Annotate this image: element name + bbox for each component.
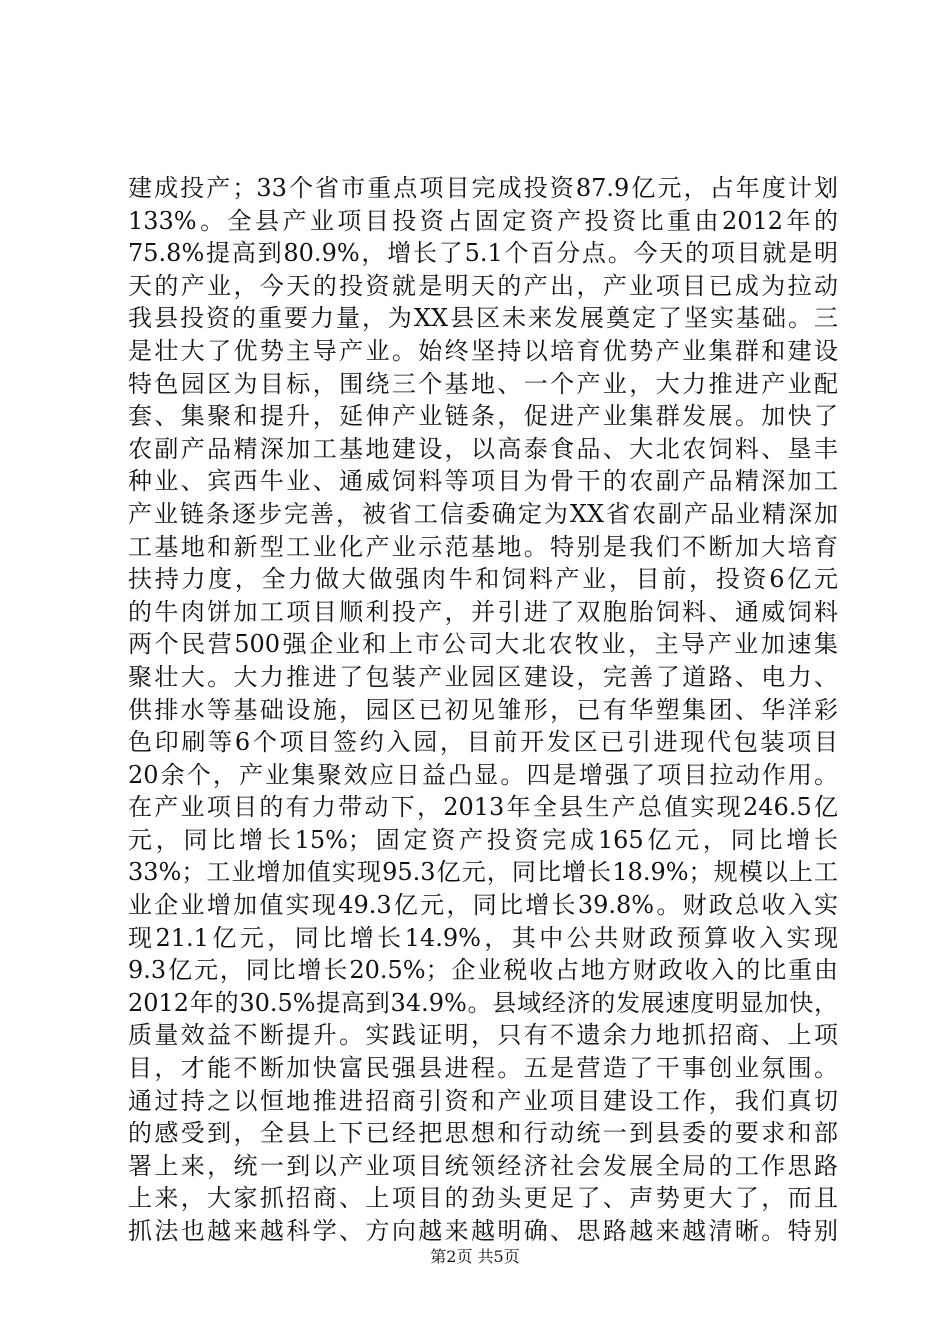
text-line: 在产业项目的有力带动下，2013年全县生产总值实现246.5亿 [128, 793, 838, 822]
text-line: 业企业增加值实现49.3亿元，同比增长39.8%。财政总收入实 [128, 891, 838, 920]
text-line: 75.8%提高到80.9%，增长了5.1个百分点。今天的项目就是明 [128, 239, 838, 268]
text-line: 元，同比增长15%；固定资产投资完成165亿元，同比增长 [128, 825, 838, 854]
text-line: 套、集聚和提升，延伸产业链条，促进产业集群发展。加快了 [128, 402, 838, 431]
text-line: 扶持力度，全力做大做强肉牛和饲料产业，目前，投资6亿元 [128, 565, 838, 594]
text-line: 署上来，统一到以产业项目统领经济社会发展全局的工作思路 [128, 1151, 838, 1180]
text-line: 我县投资的重要力量，为XX县区未来发展奠定了坚实基础。三 [128, 304, 838, 333]
text-line: 天的产业，今天的投资就是明天的产出，产业项目已成为拉动 [128, 271, 838, 300]
text-line: 建成投产；33个省市重点项目完成投资87.9亿元，占年度计划 [128, 174, 838, 202]
text-line: 色印刷等6个项目签约入园，目前开发区已引进现代包装项目 [128, 728, 838, 757]
text-line: 聚壮大。大力推进了包装产业园区建设，完善了道路、电力、 [128, 662, 838, 691]
text-line: 抓法也越来越科学、方向越来越明确、思路越来越清晰。特别 [128, 1217, 838, 1245]
body-paragraph [128, 172, 838, 1248]
text-line: 9.3亿元，同比增长20.5%；企业税收占地方财政收入的比重由 [128, 956, 838, 985]
text-line: 目，才能不断加快富民强县进程。五是营造了干事创业氛围。 [128, 1054, 838, 1083]
text-line: 的牛肉饼加工项目顺利投产，并引进了双胞胎饲料、通威饲料 [128, 597, 838, 626]
text-line: 现21.1亿元，同比增长14.9%，其中公共财政预算收入实现 [128, 923, 838, 952]
text-line: 133%。全县产业项目投资占固定资产投资比重由2012年的 [128, 206, 838, 235]
text-line: 两个民营500强企业和上市公司大北农牧业，主导产业加速集 [128, 630, 838, 659]
text-line: 特色园区为目标，围绕三个基地、一个产业，大力推进产业配 [128, 369, 838, 398]
text-line: 工基地和新型工业化产业示范基地。特别是我们不断加大培育 [128, 532, 838, 561]
text-line: 2012年的30.5%提高到34.9%。县域经济的发展速度明显加快， [128, 988, 838, 1017]
text-line: 20余个，产业集聚效应日益凸显。四是增强了项目拉动作用。 [128, 760, 838, 789]
text-line: 33%；工业增加值实现95.3亿元，同比增长18.9%；规模以上工 [128, 858, 838, 887]
text-line: 农副产品精深加工基地建设，以高泰食品、大北农饲料、垦丰 [128, 434, 838, 463]
text-line: 产业链条逐步完善，被省工信委确定为XX省农副产品业精深加 [128, 499, 838, 528]
text-line: 是壮大了优势主导产业。始终坚持以培育优势产业集群和建设 [128, 336, 838, 365]
text-line: 通过持之以恒地推进招商引资和产业项目建设工作，我们真切 [128, 1086, 838, 1115]
page-footer: 第2页 共5页 [430, 1247, 520, 1266]
text-line: 质量效益不断提升。实践证明，只有不遗余力地抓招商、上项 [128, 1021, 838, 1050]
text-line: 种业、宾西牛业、通威饲料等项目为骨干的农副产品精深加工 [128, 467, 838, 496]
text-line: 供排水等基础设施，园区已初见雏形，已有华塑集团、华洋彩 [128, 695, 838, 724]
text-line: 的感受到，全县上下已经把思想和行动统一到县委的要求和部 [128, 1119, 838, 1148]
text-line: 上来，大家抓招商、上项目的劲头更足了、声势更大了，而且 [128, 1184, 838, 1213]
